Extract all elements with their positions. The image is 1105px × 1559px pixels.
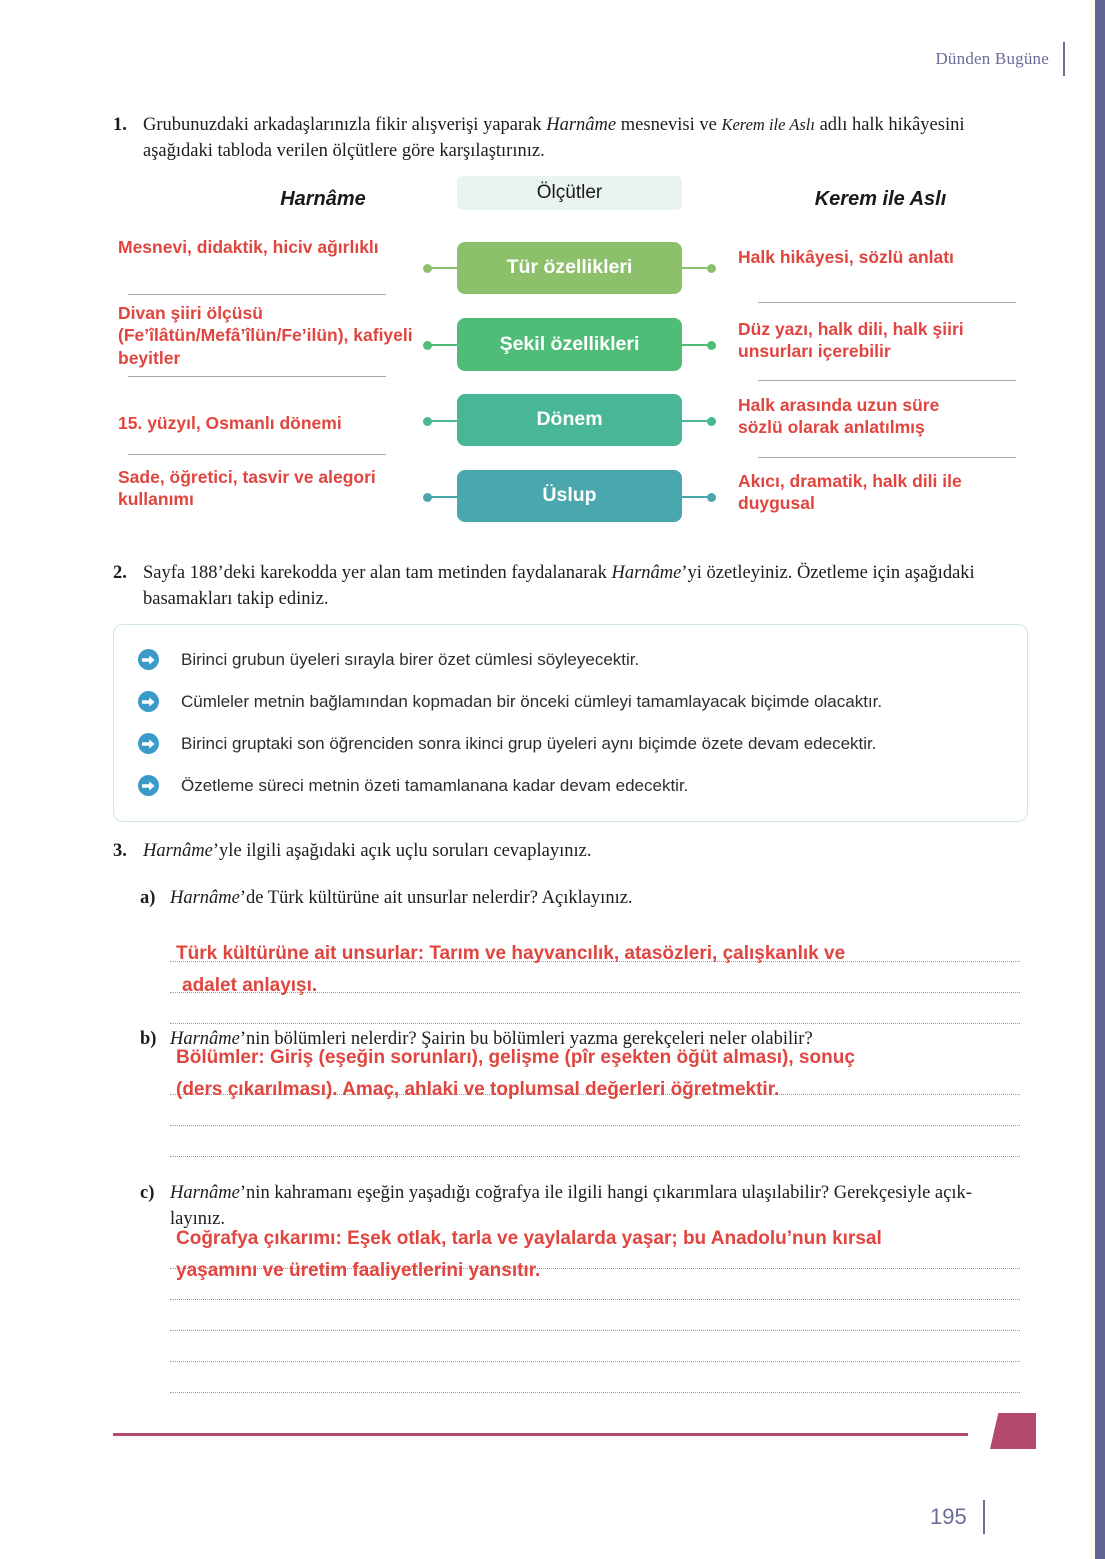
footer-accent-shape	[990, 1413, 1036, 1449]
page-number: 195	[930, 1504, 967, 1529]
left-answer-2-line1: Divan şiiri ölçüsü	[118, 303, 263, 323]
answer-line-b-2	[170, 1125, 1020, 1126]
right-answer-2	[738, 318, 1038, 363]
right-answer-2-line1: Düz yazı, halk dili, halk şiiri	[738, 319, 964, 339]
subquestion-c	[140, 1180, 1020, 1233]
sq-a-seg: ’de Türk kültürüne ait unsurlar nelerdir? Açıklayınız.	[239, 888, 633, 908]
right-answer-3-line2: sözlü olarak anlatılmış	[738, 417, 925, 438]
question-3-text	[143, 838, 1018, 864]
header-title: Dünden Bugüne	[935, 49, 1049, 68]
answer-line-b-3	[170, 1156, 1020, 1157]
connector-left-1	[430, 267, 457, 269]
sq-b-seg: ’nin bölümleri nelerdir? Şairin bu bölümleri yazma gerekçeleri neler olabilir?	[239, 1029, 813, 1049]
handwritten-answer-c-line2: yaşamını ve üretim faaliyetlerini yansıtır.	[176, 1260, 541, 1281]
connector-right-2	[682, 344, 709, 346]
summary-steps-box	[113, 624, 1028, 822]
right-separator-3	[758, 457, 1016, 458]
page-number-group	[930, 1500, 985, 1534]
page-header	[935, 42, 1065, 76]
question-3	[113, 838, 1018, 864]
subquestion-c-text	[170, 1180, 1020, 1233]
left-answer-2-line3: beyitler	[118, 347, 181, 368]
right-answer-3-line1: Halk arasında uzun süre	[738, 395, 940, 415]
subquestion-a-text	[170, 885, 1020, 911]
right-answer-4-line2: duygusal	[738, 493, 815, 514]
criterion-box-uslup: Üslup	[457, 470, 682, 522]
answer-line-c-2	[170, 1299, 1020, 1300]
left-answer-4-line2: kullanımı	[118, 489, 194, 510]
answer-area-c[interactable]	[170, 1228, 1020, 1408]
answer-area-a[interactable]	[170, 930, 1020, 1020]
arrow-right-circle-icon	[138, 691, 159, 712]
step-item-3	[138, 733, 876, 754]
handwritten-answer-a-line2: adalet anlayışı.	[182, 975, 318, 996]
connector-dot-right-4	[707, 493, 716, 502]
answer-line-c-5	[170, 1392, 1020, 1393]
left-answer-2-line2: (Fe’îlâtün/Mefâ’îlün/Fe’ilün), kafiyeli	[118, 325, 413, 346]
diagram-left-header: Harnâme	[280, 188, 366, 210]
page-number-divider	[983, 1500, 985, 1534]
criterion-box-sekil-ozellikleri: Şekil özellikleri	[457, 318, 682, 371]
handwritten-answer-b-line1: Bölümler: Giriş (eşeğin sorunları), gelişme (pîr eşekten öğüt alması), sonuç	[176, 1047, 855, 1068]
handwritten-answer-b-line2: (ders çıkarılması). Amaç, ahlaki ve toplumsal değerleri öğretmektir.	[176, 1079, 780, 1100]
right-answer-3	[738, 394, 1038, 439]
q1-italic-harname: Harnâme	[546, 115, 617, 135]
left-answer-3: 15. yüzyıl, Osmanlı dönemi	[118, 413, 342, 433]
sq-a-italic: Harnâme	[170, 888, 240, 908]
left-separator-2	[128, 376, 386, 377]
q3-italic-harname: Harnâme	[143, 841, 213, 861]
q1-seg-b: mesnevisi ve	[616, 115, 722, 135]
q1-italic-kerem: Kerem ile Aslı	[721, 115, 815, 134]
connector-right-1	[682, 267, 709, 269]
right-answer-1: Halk hikâyesi, sözlü anlatı	[738, 247, 954, 267]
sq-c-seg-cont: layınız.	[170, 1209, 225, 1230]
answer-line-c-4	[170, 1361, 1020, 1362]
criterion-box-donem: Dönem	[457, 394, 682, 446]
question-3-number: 3.	[113, 841, 127, 861]
q2-seg-a: Sayfa 188’deki karekodda yer alan tam metinden faydalanarak	[143, 563, 612, 583]
subquestion-a	[140, 885, 1020, 911]
connector-dot-right-2	[707, 341, 716, 350]
question-1	[113, 112, 1013, 165]
q1-seg-a: Grubunuzdaki arkadaşlarınızla fikir alışverişi yaparak	[143, 115, 547, 135]
comparison-diagram	[118, 176, 1023, 544]
criterion-box-tur-ozellikleri: Tür özellikleri	[457, 242, 682, 294]
q2-seg-b: ’yi özetleyiniz. Özetleme için aşağıdaki basamakları takip ediniz.	[143, 563, 975, 610]
step-item-4	[138, 775, 688, 796]
arrow-right-circle-icon	[138, 775, 159, 796]
answer-line-c-3	[170, 1330, 1020, 1331]
left-answer-4-line1: Sade, öğretici, tasvir ve alegori	[118, 467, 376, 487]
question-2-text	[143, 560, 1018, 613]
q3-seg-b: ’yle ilgili aşağıdaki açık uçlu soruları cevaplayınız.	[212, 841, 592, 861]
answer-line-a-3	[170, 1023, 1020, 1024]
question-1-text	[143, 112, 1013, 165]
right-separator-2	[758, 380, 1016, 381]
step-item-1-label: Birinci grubun üyeleri sırayla birer özet cümlesi söyleyecektir.	[181, 649, 640, 669]
sq-c-italic: Harnâme	[170, 1183, 240, 1203]
diagram-center-header: Ölçütler	[457, 176, 682, 210]
left-answer-2	[118, 302, 448, 369]
step-item-1	[138, 649, 639, 670]
header-divider	[1063, 42, 1065, 76]
arrow-right-circle-icon	[138, 649, 159, 670]
question-2	[113, 560, 1018, 613]
connector-dot-right-3	[707, 417, 716, 426]
right-answer-4-line1: Akıcı, dramatik, halk dili ile	[738, 471, 962, 491]
answer-area-b[interactable]	[170, 1046, 1020, 1166]
left-answer-1: Mesnevi, didaktik, hiciv ağırlıklı	[118, 237, 379, 257]
question-1-number: 1.	[113, 115, 127, 135]
step-item-2	[138, 691, 882, 712]
page-edge-bar	[1095, 0, 1105, 1559]
question-2-number: 2.	[113, 563, 127, 583]
handwritten-answer-a-line1: Türk kültürüne ait unsurlar: Tarım ve hayvancılık, atasözleri, çalışkanlık ve	[176, 943, 846, 964]
left-separator-3	[128, 454, 386, 455]
q2-italic-harname: Harnâme	[611, 563, 682, 583]
right-answer-2-line2: unsurları içerebilir	[738, 341, 891, 362]
connector-dot-left-1	[423, 264, 432, 273]
step-item-3-label: Birinci gruptaki son öğrenciden sonra ikinci grup üyeleri aynı biçimde özete devam edecektir.	[181, 733, 877, 753]
left-answer-4	[118, 466, 448, 511]
q1-seg-c: adlı halk hikâyesini aşağıdaki tabloda verilen ölçütlere göre karşılaştırınız.	[143, 115, 965, 162]
sq-c-seg: ’nin kahramanı eşeğin yaşadığı coğrafya ile ilgili hangi çıkarımlara ulaşılabilir? Gerekçesiyle açık-	[239, 1183, 972, 1203]
subquestion-c-label: c)	[140, 1183, 155, 1203]
diagram-right-header: Kerem ile Aslı	[814, 188, 947, 210]
subquestion-b-label: b)	[140, 1029, 157, 1049]
footer-rule	[113, 1433, 968, 1436]
left-separator-1	[128, 294, 386, 295]
right-answer-4	[738, 470, 1038, 515]
connector-right-3	[682, 420, 709, 422]
step-item-4-label: Özetleme süreci metnin özeti tamamlanana kadar devam edecektir.	[181, 775, 689, 795]
subquestion-a-label: a)	[140, 888, 156, 908]
connector-dot-right-1	[707, 264, 716, 273]
sq-b-italic: Harnâme	[170, 1029, 240, 1049]
right-separator-1	[758, 302, 1016, 303]
handwritten-answer-c-line1: Coğrafya çıkarımı: Eşek otlak, tarla ve yaylalarda yaşar; bu Anadolu’nun kırsal	[176, 1228, 882, 1249]
arrow-right-circle-icon	[138, 733, 159, 754]
connector-right-4	[682, 496, 709, 498]
step-item-2-label: Cümleler metnin bağlamından kopmadan bir önceki cümleyi tamamlayacak biçimde olacaktır.	[181, 691, 883, 711]
